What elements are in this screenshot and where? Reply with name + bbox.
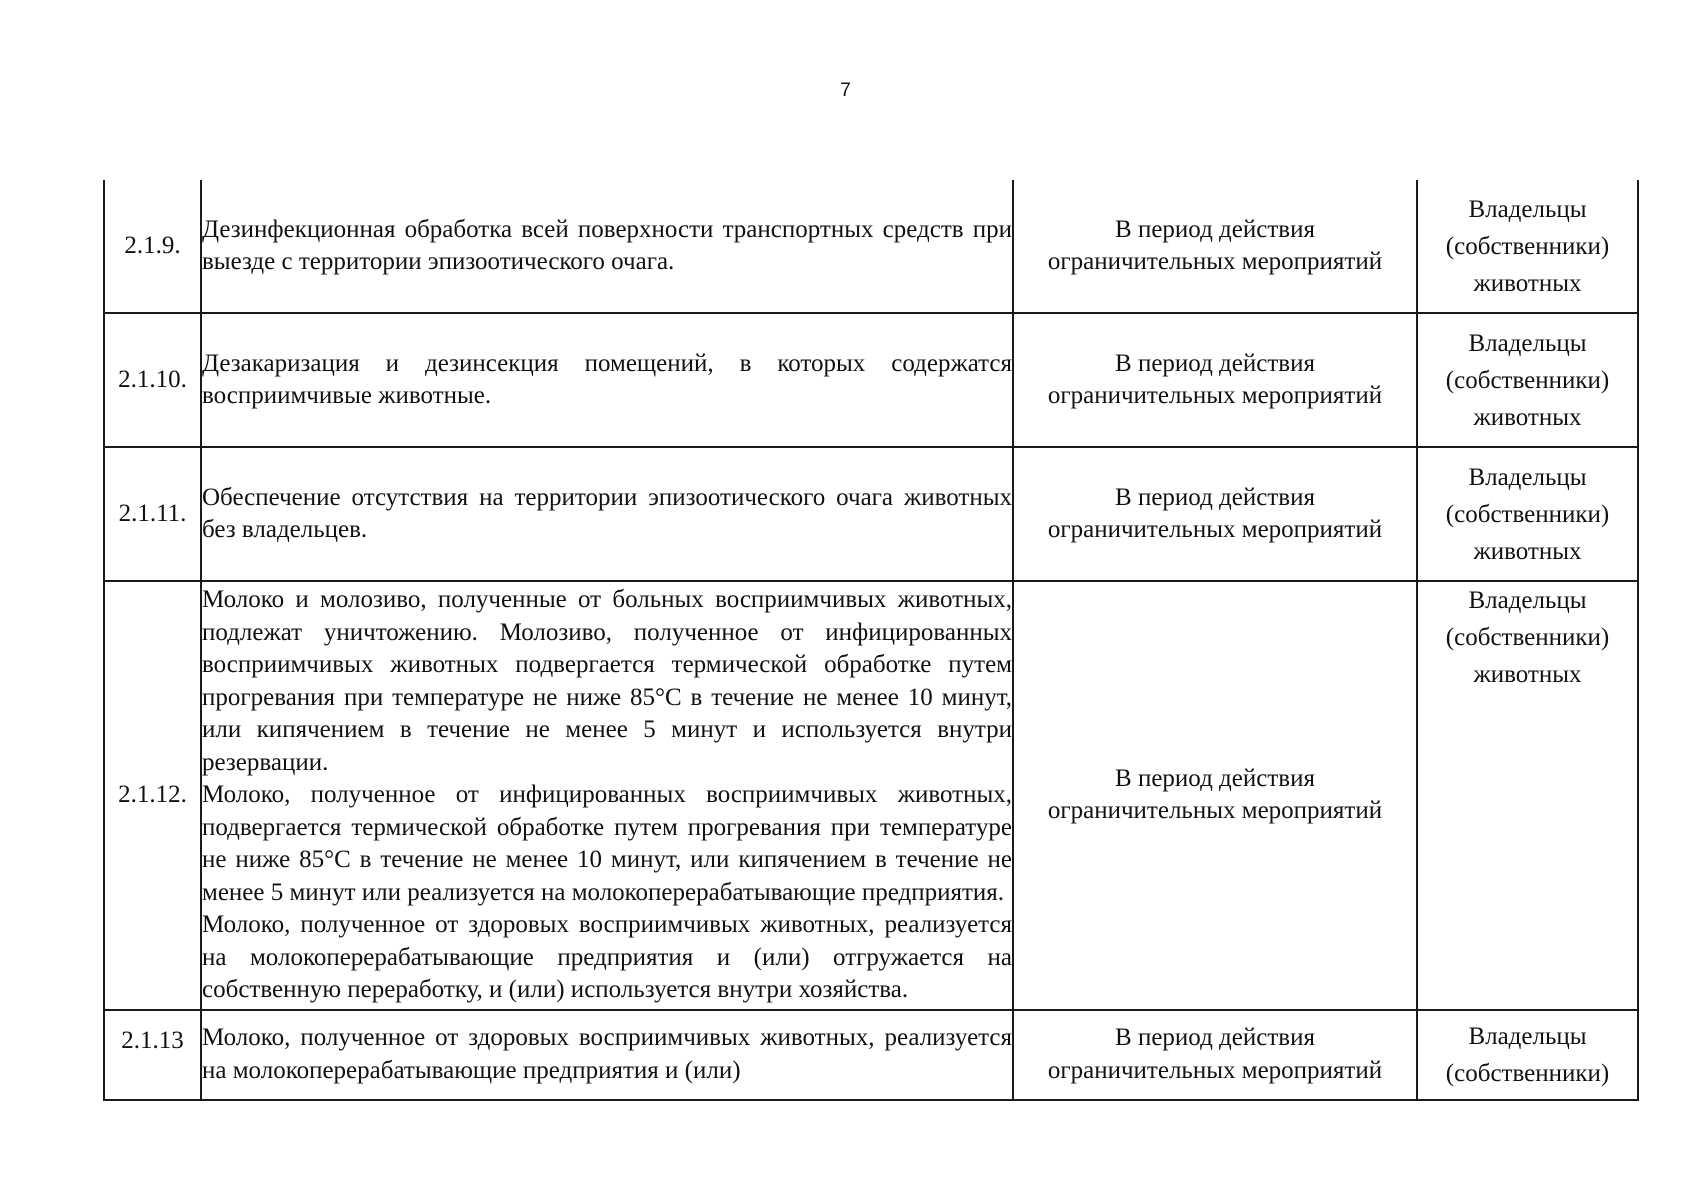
table-row <box>104 180 1638 313</box>
measure-paragraph: Обеспечение отсутствия на территории эпизоотического очага животных без владельцев. <box>202 483 1012 543</box>
table-row <box>104 1010 1638 1100</box>
responsible-line: Владельцы <box>1468 587 1587 614</box>
responsible-line: (собственники) <box>1445 232 1610 260</box>
responsible-line: Владельцы <box>1468 1022 1587 1050</box>
period-line: ограничительных мероприятий <box>1047 248 1383 275</box>
page-number: 7 <box>840 80 851 101</box>
measure-description <box>201 447 1013 581</box>
measure-paragraph: Молоко, полученное от здоровых восприимчивых животных, реализуется на молокоперерабатывающие предприятия и (или) <box>202 1024 1012 1084</box>
period-line: ограничительных мероприятий <box>1047 516 1383 543</box>
measure-paragraph: Дезинфекционная обработка всей поверхности транспортных средств при выезде с территории эпизоотического очага. <box>202 215 1012 275</box>
table-row <box>104 313 1638 447</box>
responsible-line: (собственники) <box>1445 366 1610 394</box>
measure-paragraph: Дезакаризация и дезинсекция помещений, в которых содержатся восприимчивые животные. <box>202 349 1012 409</box>
item-number: 2.1.11. <box>104 447 201 581</box>
responsible-line: (собственники) <box>1445 500 1610 528</box>
responsible-line: животных <box>1473 403 1582 431</box>
period-cell <box>1013 447 1417 581</box>
period-line: ограничительных мероприятий <box>1047 1056 1383 1084</box>
measure-paragraph: Молоко, полученное от здоровых восприимчивых животных, реализуется на молокоперерабатывающие предприятия и (или) отгружается на собственную переработку, и (или) используется внутри хозяйства. <box>202 911 1012 1003</box>
item-number: 2.1.10. <box>104 313 201 447</box>
measure-description <box>201 180 1013 313</box>
responsible-line: животных <box>1473 269 1582 297</box>
period-line: В период действия <box>1115 215 1315 243</box>
measure-description <box>201 313 1013 447</box>
period-line: ограничительных мероприятий <box>1047 797 1383 825</box>
responsible-line: Владельцы <box>1468 463 1587 491</box>
measure-paragraph: Молоко и молозиво, полученные от больных восприимчивых животных, подлежат уничтожению. Молозиво, полученное от инфицированных восприимчивых животных подвергается термической обработке путем прогревания при температуре не ниже 85°С в течение не менее 10 минут, или кипячением в течение не менее 5 минут и используется внутри резервации. <box>202 586 1012 776</box>
responsible-line: Владельцы <box>1468 195 1587 223</box>
measures-table <box>103 180 1639 1101</box>
period-line: В период действия <box>1115 764 1315 792</box>
table-row <box>104 447 1638 581</box>
responsible-cell <box>1417 313 1638 447</box>
responsible-cell <box>1417 447 1638 581</box>
measure-paragraph: Молоко, полученное от инфицированных восприимчивых животных, подвергается термической обработке путем прогревания при температуре не ниже 85°С в течение не менее 10 минут, или кипячением в течение не менее 5 минут или реализуется на молокоперерабатывающие предприятия. <box>202 781 1012 906</box>
responsible-cell <box>1417 581 1638 1010</box>
period-line: В период действия <box>1115 349 1315 377</box>
item-number: 2.1.12. <box>104 581 201 1010</box>
period-line: В период действия <box>1115 1024 1315 1051</box>
responsible-line: животных <box>1473 661 1582 688</box>
period-cell <box>1013 313 1417 447</box>
period-cell <box>1013 581 1417 1010</box>
responsible-line: животных <box>1473 537 1582 565</box>
measure-description <box>201 1010 1013 1100</box>
measure-description <box>201 581 1013 1010</box>
item-number: 2.1.9. <box>104 180 201 313</box>
period-cell <box>1013 1010 1417 1100</box>
item-number: 2.1.13 <box>104 1010 201 1100</box>
responsible-line: (собственники) <box>1445 624 1610 651</box>
period-line: В период действия <box>1115 483 1315 511</box>
responsible-line: (собственники) <box>1445 1059 1610 1087</box>
responsible-cell <box>1417 180 1638 313</box>
period-cell <box>1013 180 1417 313</box>
responsible-line: Владельцы <box>1468 329 1587 357</box>
table-row <box>104 581 1638 1010</box>
responsible-cell <box>1417 1010 1638 1100</box>
period-line: ограничительных мероприятий <box>1047 382 1383 409</box>
